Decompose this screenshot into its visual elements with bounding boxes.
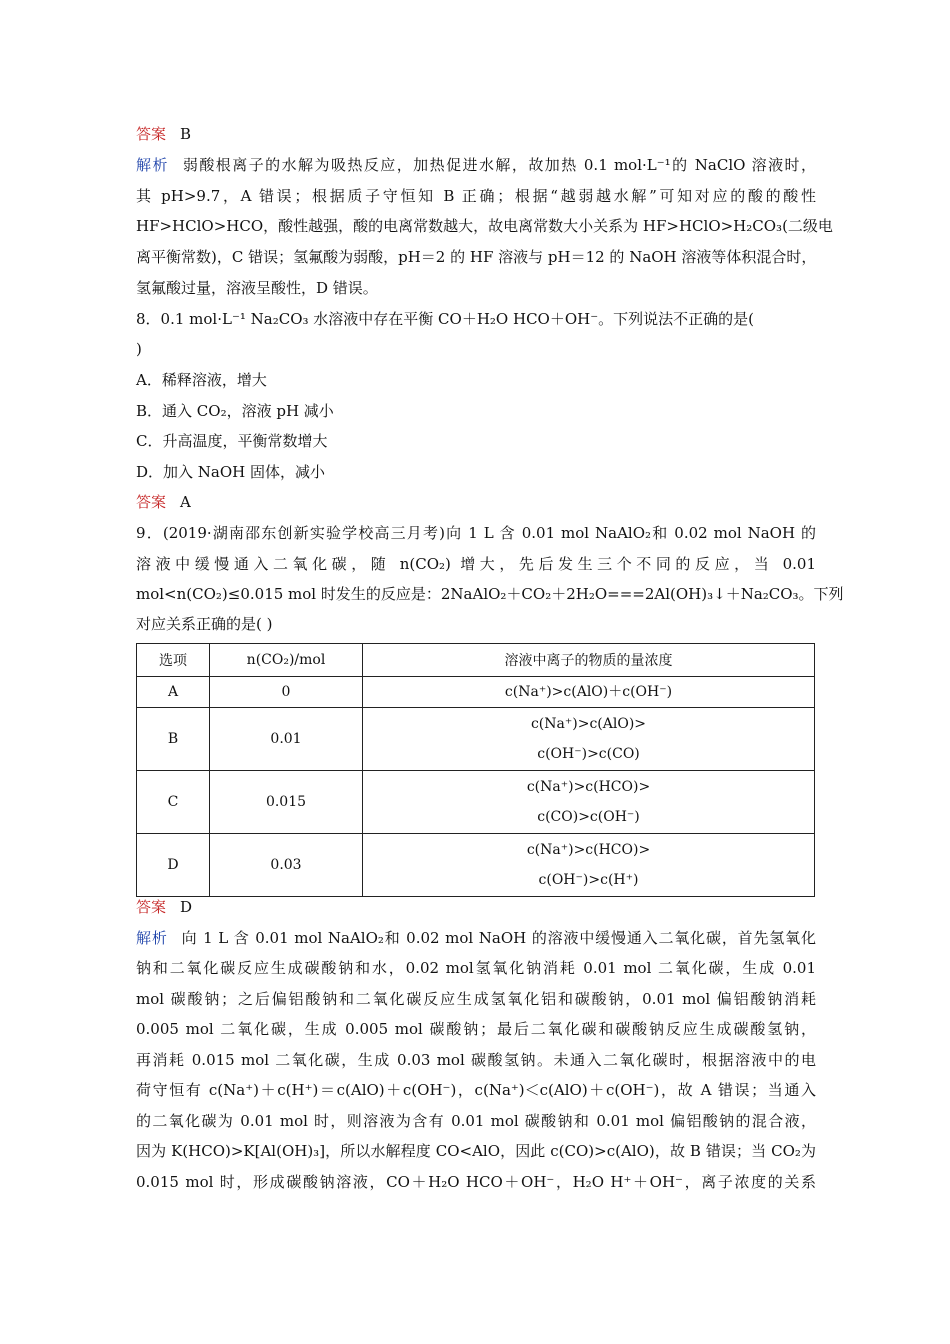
- explanation-text: 向 1 L 含 0.01 mol NaAlO₂和 0.02 mol NaOH 的溶液中缓慢通入二氧化碳，首先氢氧化: [181, 929, 816, 947]
- answer-value: D: [180, 898, 193, 916]
- explanation-line: 钠和二氧化碳反应生成碳酸钠和水，0.02 mol氢氧化钠消耗 0.01 mol 二氧化碳，生成 0.01: [136, 959, 816, 977]
- explanation-line: 0.015 mol 时，形成碳酸钠溶液，CO＋H₂O HCO＋OH⁻，H₂O H⁺＋OH⁻，离子浓度的关系: [136, 1173, 816, 1191]
- table-header: n(CO₂)/mol: [210, 644, 363, 677]
- explanation-label: 解析: [136, 929, 168, 947]
- explanation-label: 解析: [136, 156, 169, 174]
- explanation-line: 其 pH>9.7，A 错误；根据质子守恒知 B 正确；根据“越弱越水解”可知对应的酸的酸性: [136, 187, 816, 205]
- answer-line: [136, 897, 816, 917]
- explanation-line: 再消耗 0.015 mol 二氧化碳，生成 0.03 mol 碳酸氢钠。未通入二氧化碳时，根据溶液中的电: [136, 1051, 816, 1069]
- answer-line: [136, 124, 816, 144]
- answer-label: 答案: [136, 493, 167, 511]
- option-a: A．稀释溶液，增大: [136, 371, 267, 389]
- explanation-line: 0.005 mol 二氧化碳，生成 0.005 mol 碳酸钠；最后二氧化碳和碳酸钠反应生成碳酸氢钠，: [136, 1020, 816, 1038]
- explanation-line: 氢氟酸过量，溶液呈酸性，D 错误。: [136, 279, 378, 297]
- explanation-line: 因为 K(HCO)>K[Al(OH)₃]，所以水解程度 CO<AlO，因此 c(CO)>c(AlO)，故 B 错误；当 CO₂为: [136, 1142, 816, 1160]
- table-row: [137, 771, 815, 834]
- question-stem: 9．(2019·湖南邵东创新实验学校高三月考)向 1 L 含 0.01 mol NaAlO₂和 0.02 mol NaOH 的: [136, 524, 816, 542]
- concentration-line: c(Na⁺)>c(AlO)＋c(OH⁻): [504, 684, 673, 700]
- table-cell-option: C: [137, 771, 210, 834]
- explanation-line: 的二氧化碳为 0.01 mol 时，则溶液为含有 0.01 mol 碳酸钠和 0.01 mol 偏铝酸钠的混合液，: [136, 1112, 816, 1130]
- explanation-line: HF>HClO>HCO，酸性越强，酸的电离常数越大，故电离常数大小关系为 HF>HClO>H₂CO₃(二级电: [136, 217, 833, 235]
- explanation-line: 荷守恒有 c(Na⁺)＋c(H⁺)＝c(AlO)＋c(OH⁻)，c(Na⁺)＜c(AlO)＋c(OH⁻)，故 A 错误；当通入: [136, 1081, 816, 1099]
- concentration-line: c(OH⁻)>c(CO): [537, 746, 640, 762]
- explanation-line: 离平衡常数)，C 错误；氢氟酸为弱酸，pH＝2 的 HF 溶液与 pH＝12 的 NaOH 溶液等体积混合时，: [136, 248, 817, 266]
- options-table: [136, 643, 815, 897]
- table-header-row: [137, 644, 815, 677]
- answer-label: 答案: [136, 125, 167, 143]
- table-cell-amount: 0.015: [210, 771, 363, 834]
- question-stem: 溶液中缓慢通入二氧化碳，随 n(CO₂) 增大，先后发生三个不同的反应，当 0.01: [136, 555, 816, 573]
- table-cell-option: B: [137, 708, 210, 771]
- concentration-line: c(OH⁻)>c(H⁺): [538, 872, 639, 888]
- table-cell-option: D: [137, 834, 210, 897]
- concentration-line: c(Na⁺)>c(AlO)>: [530, 716, 647, 732]
- explanation-line: [136, 155, 816, 175]
- question-stem: mol<n(CO₂)≤0.015 mol 时发生的反应是：2NaAlO₂＋CO₂＋2H₂O===2Al(OH)₃↓＋Na₂CO₃。下列: [136, 585, 844, 603]
- table-header: 选项: [137, 644, 210, 677]
- explanation-text: 弱酸根离子的水解为吸热反应，加热促进水解，故加热 0.1 mol·L⁻¹的 NaClO 溶液时，: [182, 156, 816, 174]
- answer-value: B: [180, 125, 192, 143]
- table-cell-amount: 0.03: [210, 834, 363, 897]
- table-row: [137, 708, 815, 771]
- table-row: [137, 677, 815, 708]
- concentration-line: c(CO)>c(OH⁻): [537, 809, 640, 825]
- table-row: [137, 834, 815, 897]
- explanation-line: [136, 928, 816, 948]
- table-cell-amount: 0: [210, 677, 363, 708]
- answer-label: 答案: [136, 898, 167, 916]
- concentration-line: c(Na⁺)>c(HCO)>: [526, 842, 651, 858]
- table-header: 溶液中离子的物质的量浓度: [363, 644, 815, 677]
- option-d: D．加入 NaOH 固体，减小: [136, 463, 326, 481]
- question-stem-end: ): [136, 340, 142, 358]
- table-cell-concentration: [363, 677, 815, 708]
- explanation-line: mol 碳酸钠；之后偏铝酸钠和二氧化碳反应生成氢氧化铝和碳酸钠，0.01 mol 偏铝酸钠消耗: [136, 990, 816, 1008]
- question-stem: 8．0.1 mol·L⁻¹ Na₂CO₃ 水溶液中存在平衡 CO＋H₂O HCO＋OH⁻。下列说法不正确的是(: [136, 310, 754, 328]
- option-c: C．升高温度，平衡常数增大: [136, 432, 328, 450]
- option-b: B．通入 CO₂，溶液 pH 减小: [136, 402, 334, 420]
- table-cell-concentration: [363, 771, 815, 834]
- table-cell-option: A: [137, 677, 210, 708]
- table-cell-concentration: [363, 708, 815, 771]
- concentration-line: c(Na⁺)>c(HCO)>: [526, 779, 651, 795]
- table-cell-concentration: [363, 834, 815, 897]
- answer-value: A: [180, 493, 191, 511]
- question-stem: 对应关系正确的是( ): [136, 615, 273, 633]
- table-cell-amount: 0.01: [210, 708, 363, 771]
- answer-line: [136, 492, 816, 512]
